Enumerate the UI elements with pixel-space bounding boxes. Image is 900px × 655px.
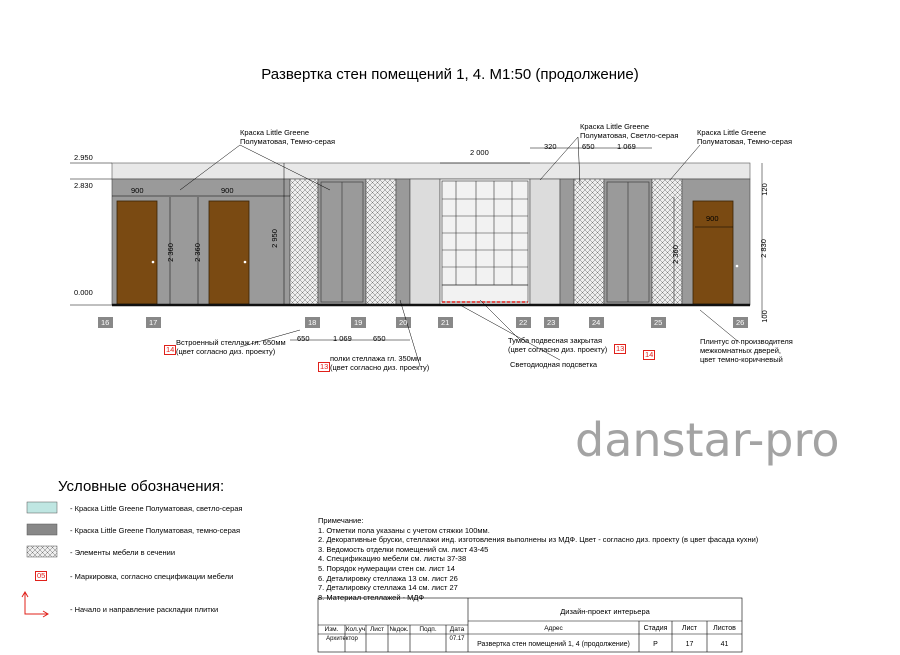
stamp-project: Дизайн-проект интерьера xyxy=(560,607,650,616)
dim-h2950: 2 950 xyxy=(269,229,279,248)
dim-h2360-2: 2 360 xyxy=(192,243,202,262)
stamp-col-sheets: Листов xyxy=(713,625,736,632)
stamp-header: Лист xyxy=(369,626,385,633)
wall-number: 18 xyxy=(308,318,317,327)
dim-h2360-1: 2 360 xyxy=(165,243,175,262)
wall-number: 16 xyxy=(101,318,110,327)
level-0: 0.000 xyxy=(74,288,93,297)
ceiling-band xyxy=(112,163,750,179)
annotation-cabinet: Тумба подвесная закрытая (цвет согласно диз. проекту) xyxy=(508,336,608,354)
stamp-date: 07.17 xyxy=(449,636,465,642)
wall-number: 20 xyxy=(399,318,408,327)
dim-1069-bottom: 1 069 xyxy=(333,334,352,343)
level-2830: 2.830 xyxy=(74,181,93,190)
mark-tag-14: 14 xyxy=(645,350,654,359)
stamp-sheet-title: Развертка стен помещений 1, 4 (продолжение) xyxy=(477,641,630,648)
rack-shelves xyxy=(440,179,530,305)
wall-number: 21 xyxy=(441,318,450,327)
stamp-sheets: 41 xyxy=(720,641,729,648)
wall-number: 26 xyxy=(736,318,745,327)
wall-light-1 xyxy=(410,179,440,305)
dim-h2830: 2 830 xyxy=(758,239,768,258)
annotation-paint-top-right: Краска Little Greene Полуматовая, Темно-серая xyxy=(697,128,793,146)
dim-650-bottom-1: 650 xyxy=(297,334,310,343)
dim-2000: 2 000 xyxy=(470,148,489,157)
dim-1069-top: 1 069 xyxy=(617,142,636,151)
wall-number: 22 xyxy=(519,318,528,327)
annotation-paint-top-left: Краска Little Greene Полуматовая, Темно-серая xyxy=(240,128,336,146)
door-1 xyxy=(117,201,157,304)
legend-hatch-swatch xyxy=(27,546,57,557)
dim-h2360-3: 2 360 xyxy=(670,245,680,264)
wall-light-2 xyxy=(530,179,560,305)
legend-tile-arrow xyxy=(25,592,48,614)
annotation-rack-shelves: полки стеллажа гл. 350мм (цвет согласно диз. проекту) xyxy=(330,354,430,372)
stamp-header: №док. xyxy=(389,626,409,633)
furniture-section-4 xyxy=(652,179,682,305)
watermark: danstar-pro xyxy=(575,413,840,467)
stamp-header: Дата xyxy=(449,626,465,633)
page-title: Развертка стен помещений 1, 4. М1:50 (продолжение) xyxy=(261,66,639,83)
legend-item-tile: - Начало и направление раскладки плитки xyxy=(70,605,219,614)
stamp-header: Изм. xyxy=(324,626,339,633)
stamp-stage: Р xyxy=(653,641,658,648)
dim-900-2: 900 xyxy=(221,186,234,195)
mark-tag-builtin-rack: 14 xyxy=(166,345,175,354)
dim-650-top: 650 xyxy=(582,142,595,151)
dim-900-3: 900 xyxy=(706,214,719,223)
annotation-paint-top-mid: Краска Little Greene Полуматовая, Светло-серая xyxy=(580,122,679,140)
wall-number: 19 xyxy=(354,318,363,327)
stamp-header: Кол.уч xyxy=(345,626,366,633)
wall-number-boxes xyxy=(98,317,748,328)
legend-dark-swatch xyxy=(27,524,57,535)
stamp-address: Адрес xyxy=(544,625,563,632)
legend-item-hatch: - Элементы мебели в сечении xyxy=(70,548,176,557)
annotation-builtin-rack: Встроенный стеллаж гл. 650мм (цвет согласно диз. проекту) xyxy=(176,338,286,356)
dim-h100: 100 xyxy=(759,310,769,323)
legend-light-swatch xyxy=(27,502,57,513)
legend-item-mark: - Маркировка, согласно спецификации мебели xyxy=(70,572,234,581)
wall-dark-2 xyxy=(396,179,410,305)
stamp-header: Подп. xyxy=(419,626,437,633)
annotation-plinth: Плинтус от производителя межкомнатных дверей, цвет темно-коричневый xyxy=(700,337,793,364)
wall-number: 17 xyxy=(149,318,158,327)
legend-item-light: - Краска Little Greene Полуматовая, светло-серая xyxy=(70,504,243,513)
furniture-section-2 xyxy=(366,179,396,305)
legend-mark-sample: 05 xyxy=(37,571,46,580)
dim-900-1: 900 xyxy=(131,186,144,195)
wall-number: 23 xyxy=(547,318,556,327)
legend-title: Условные обозначения: xyxy=(58,478,225,495)
level-2950: 2.950 xyxy=(74,153,93,162)
notes-block: Примечание: 1. Отметки пола указаны с учетом стяжки 100мм. 2. Декоративные бруски, стеллажи инд. изготовления выполнены из МДФ. Цвет - согласно диз. проекту (в цвет фасада кухни) 3. Ведомость отделки помещений см. лист 43-45 4. Спецификацию мебели см. листы 37-38 5. Порядок нумерации стен см. лист 14 6. Деталировку стеллажа 13 см. лист 26 7. Деталировку стеллажа 14 см. лист 27 8. Материал стеллажей - МДФ xyxy=(318,516,759,602)
legend-item-dark: - Краска Little Greene Полуматовая, темно-серая xyxy=(70,526,241,535)
dim-h120: 120 xyxy=(759,183,769,196)
mark-tag-cabinet: 13 xyxy=(616,344,625,353)
annotation-led: Светодиодная подсветка xyxy=(510,360,598,369)
mark-tag-rack-shelves: 13 xyxy=(320,362,329,371)
stamp-col-stage: Стадия xyxy=(643,625,668,632)
wall-number: 24 xyxy=(592,318,601,327)
dim-320: 320 xyxy=(544,142,557,151)
dim-650-bottom-2: 650 xyxy=(373,334,386,343)
stamp-role: Архитектор xyxy=(326,636,358,642)
stamp-sheet: 17 xyxy=(685,641,694,648)
furniture-section-1 xyxy=(290,179,318,305)
stamp-col-sheet: Лист xyxy=(681,625,698,632)
wall-dark-3 xyxy=(560,179,574,305)
wall-number: 25 xyxy=(654,318,663,327)
furniture-section-3 xyxy=(574,179,604,305)
door-2 xyxy=(209,201,249,304)
